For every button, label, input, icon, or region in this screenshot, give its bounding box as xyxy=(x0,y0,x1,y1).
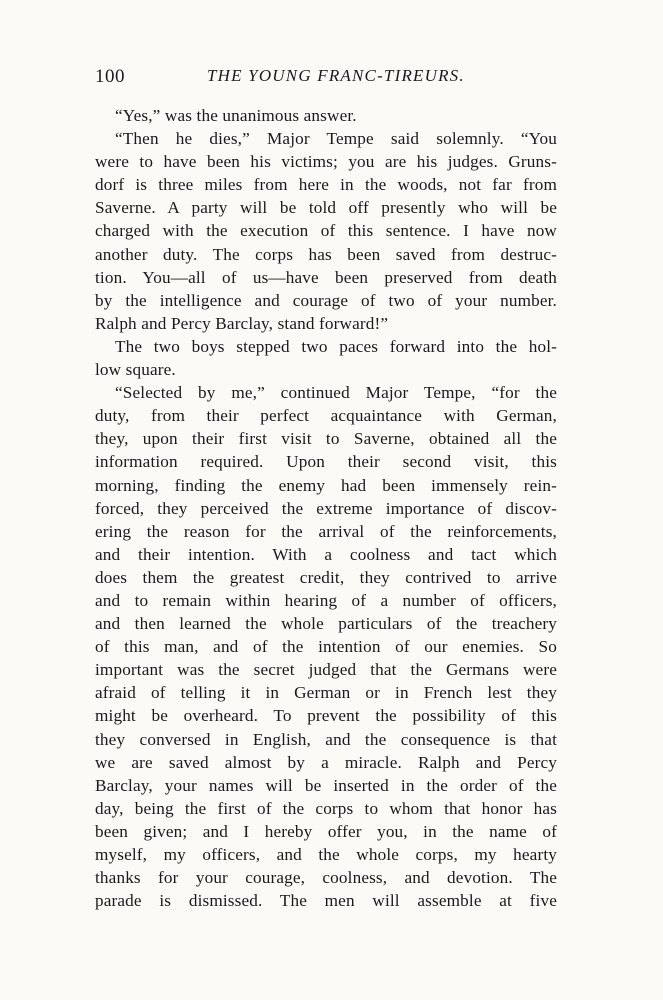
text-line: “Then he dies,” Major Tempe said solemnly. “You xyxy=(115,129,557,149)
text-line: Barclay, your names will be inserted in the order of the xyxy=(95,775,557,795)
text-line: “Selected by me,” continued Major Tempe, “for the xyxy=(115,383,557,403)
text-line: tion. You—all of us—have been preserved from death xyxy=(95,267,557,287)
text-line: and their intention. With a coolness and tact which xyxy=(95,544,557,564)
text-line: by the intelligence and courage of two of your number. xyxy=(95,290,557,310)
text-line: charged with the execution of this sentence. I have now xyxy=(95,221,557,241)
text-line: and then learned the whole particulars of the treachery xyxy=(95,614,557,634)
text-line: they, upon their first visit to Saverne, obtained all the xyxy=(95,429,557,449)
text-line: dorf is three miles from here in the woods, not far from xyxy=(95,175,557,195)
text-line: been given; and I hereby offer you, in the name of xyxy=(95,821,557,841)
text-line: they conversed in English, and the consequence is that xyxy=(95,729,557,749)
text-line: forced, they perceived the extreme importance of discov- xyxy=(95,498,557,518)
text-line: we are saved almost by a miracle. Ralph and Percy xyxy=(95,752,557,772)
text-line: myself, my officers, and the whole corps, my hearty xyxy=(95,845,557,864)
text-line: information required. Upon their second visit, this xyxy=(95,452,557,472)
text-line: ering the reason for the arrival of the reinforcements, xyxy=(95,521,557,541)
text-line: “Yes,” was the unanimous answer. xyxy=(115,106,357,125)
text-line: thanks for your courage, coolness, and devotion. The xyxy=(95,868,557,888)
text-line: were to have been his victims; you are his judges. Gruns- xyxy=(95,152,557,172)
text-line: does them the greatest credit, they contrived to arrive xyxy=(95,567,557,587)
page-header xyxy=(95,66,595,94)
text-line: Saverne. A party will be told off presently who will be xyxy=(95,198,557,218)
page-number: 100 xyxy=(95,66,125,87)
text-line: The two boys stepped two paces forward into the hol- xyxy=(115,336,557,356)
text-line: important was the secret judged that the Germans were xyxy=(95,660,557,680)
body-text xyxy=(95,104,557,912)
text-line: and to remain within hearing of a number of officers, xyxy=(95,590,557,610)
text-line: might be overheard. To prevent the possibility of this xyxy=(95,706,557,726)
text-line: afraid of telling it in German or in French lest they xyxy=(95,683,557,703)
running-title: THE YOUNG FRANC-TIREURS. xyxy=(207,66,465,85)
text-line: duty, from their perfect acquaintance with German, xyxy=(95,406,557,426)
text-line: Ralph and Percy Barclay, stand forward!” xyxy=(95,313,389,333)
text-line: parade is dismissed. The men will assemble at five xyxy=(95,891,557,911)
text-line: day, being the first of the corps to whom that honor has xyxy=(95,798,557,818)
text-line: of this man, and of the intention of our enemies. So xyxy=(95,637,557,657)
text-line: morning, finding the enemy had been immensely rein- xyxy=(95,475,557,495)
text-line: low square. xyxy=(95,360,176,380)
text-line: another duty. The corps has been saved from destruc- xyxy=(95,244,557,264)
